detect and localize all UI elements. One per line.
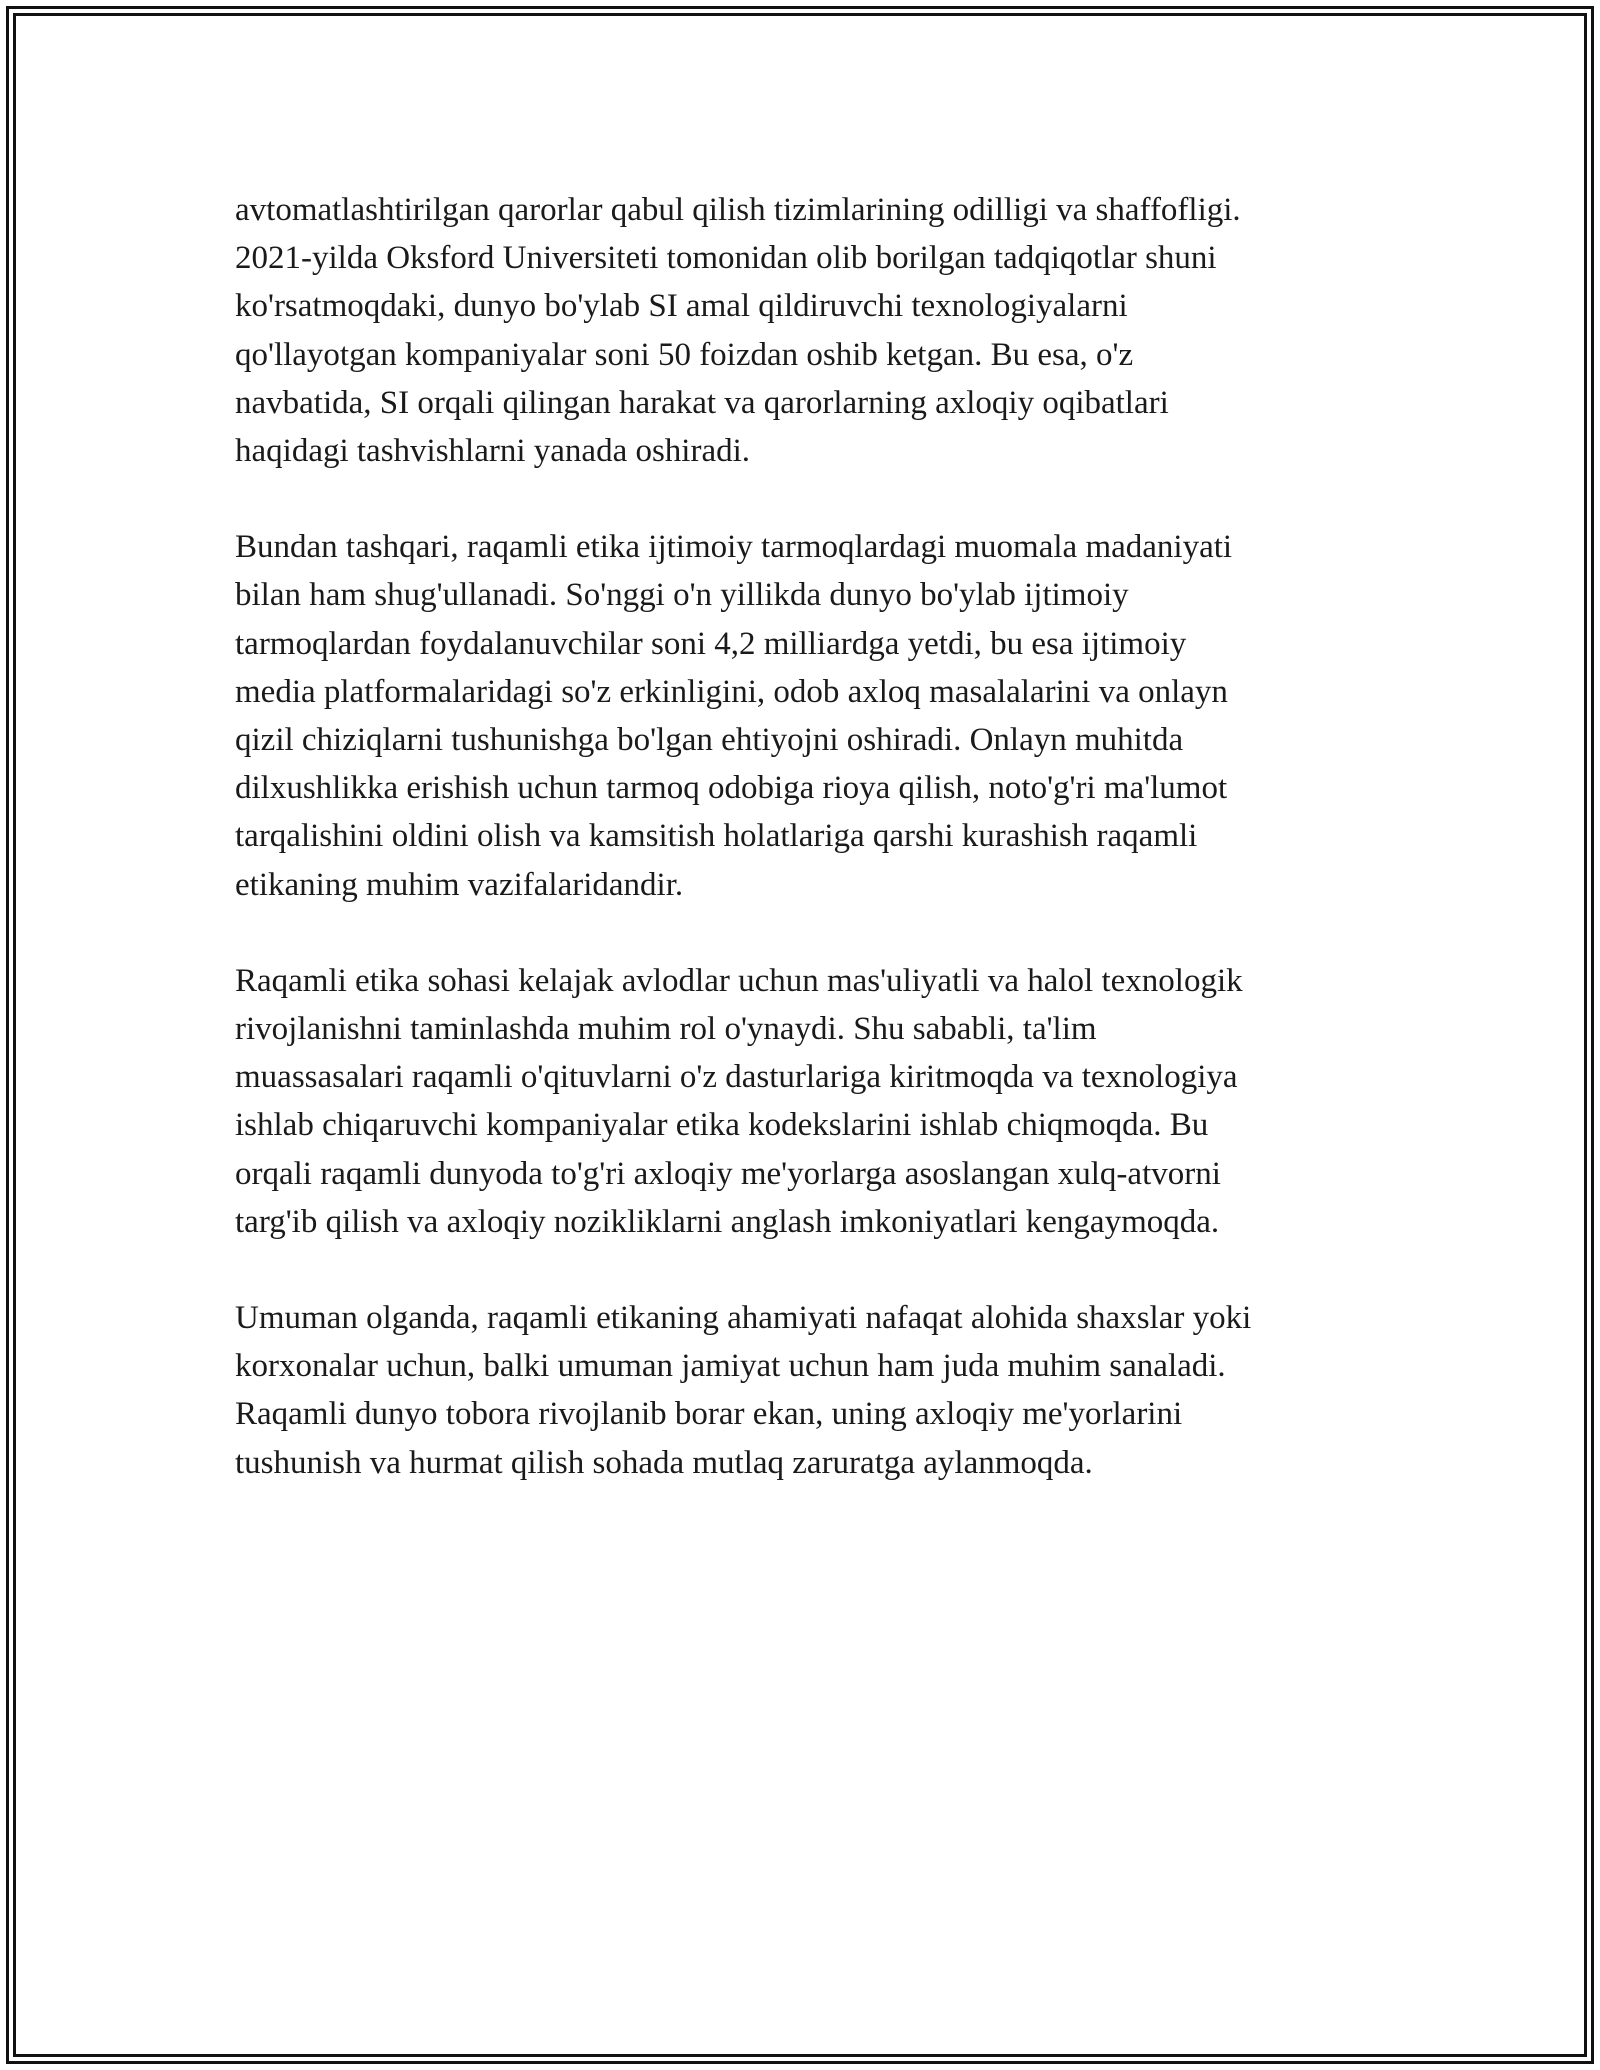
text-line: orqali raqamli dunyoda to'g'ri axloqiy me'yorlarga asoslangan xulq-atvorni <box>235 1155 1221 1192</box>
text-line: ko'rsatmoqdaki, dunyo bo'ylab SI amal qildiruvchi texnologiyalarni <box>235 288 1128 325</box>
text-line: korxonalar uchun, balki umuman jamiyat uchun ham juda muhim sanaladi. <box>235 1348 1226 1385</box>
paragraph-2 <box>235 523 1365 909</box>
text-line: Umuman olganda, raqamli etikaning ahamiyati nafaqat alohida shaxslar yoki <box>235 1300 1252 1337</box>
text-line: muassasalari raqamli o'qituvlarni o'z dasturlariga kiritmoqda va texnologiya <box>235 1059 1238 1096</box>
text-line: bilan ham shug'ullanadi. So'nggi o'n yillikda dunyo bo'ylab ijtimoiy <box>235 577 1129 614</box>
text-line: haqidagi tashvishlarni yanada oshiradi. <box>235 433 751 470</box>
text-line: tushunish va hurmat qilish sohada mutlaq zaruratga aylanmoqda. <box>235 1444 1093 1481</box>
text-line: etikaning muhim vazifalaridandir. <box>235 866 684 903</box>
paragraph-3 <box>235 957 1365 1246</box>
text-line: tarqalishini oldini olish va kamsitish holatlariga qarshi kurashish raqamli <box>235 818 1198 855</box>
text-line: media platformalaridagi so'z erkinligini, odob axloq masalalarini va onlayn <box>235 673 1228 710</box>
text-line: dilxushlikka erishish uchun tarmoq odobiga rioya qilish, noto'g'ri ma'lumot <box>235 770 1228 807</box>
text-line: qo'llayotgan kompaniyalar soni 50 foizdan oshib ketgan. Bu esa, o'z <box>235 336 1134 373</box>
text-line: rivojlanishni taminlashda muhim rol o'ynaydi. Shu sababli, ta'lim <box>235 1011 1097 1048</box>
text-line: 2021-yilda Oksford Universiteti tomonidan olib borilgan tadqiqotlar shuni <box>235 240 1217 277</box>
paragraph-1 <box>235 186 1365 475</box>
text-line: Raqamli etika sohasi kelajak avlodlar uchun mas'uliyatli va halol texnologik <box>235 962 1243 999</box>
text-line: tarmoqlardan foydalanuvchilar soni 4,2 milliardga yetdi, bu esa ijtimoiy <box>235 625 1187 662</box>
text-line: avtomatlashtirilgan qarorlar qabul qilish tizimlarining odilligi va shaffofligi. <box>235 192 1241 228</box>
text-line: ishlab chiqaruvchi kompaniyalar etika kodekslarini ishlab chiqmoqda. Bu <box>235 1107 1209 1144</box>
document-body <box>235 186 1365 1535</box>
paragraph-4 <box>235 1294 1365 1487</box>
text-line: Raqamli dunyo tobora rivojlanib borar ekan, uning axloqiy me'yorlarini <box>235 1396 1183 1433</box>
text-line: targ'ib qilish va axloqiy nozikliklarni anglash imkoniyatlari kengaymoqda. <box>235 1203 1220 1240</box>
text-line: qizil chiziqlarni tushunishga bo'lgan ehtiyojni oshiradi. Onlayn muhitda <box>235 722 1184 759</box>
text-line: Bundan tashqari, raqamli etika ijtimoiy tarmoqlardagi muomala madaniyati <box>235 529 1233 566</box>
text-line: navbatida, SI orqali qilingan harakat va qarorlarning axloqiy oqibatlari <box>235 384 1169 421</box>
